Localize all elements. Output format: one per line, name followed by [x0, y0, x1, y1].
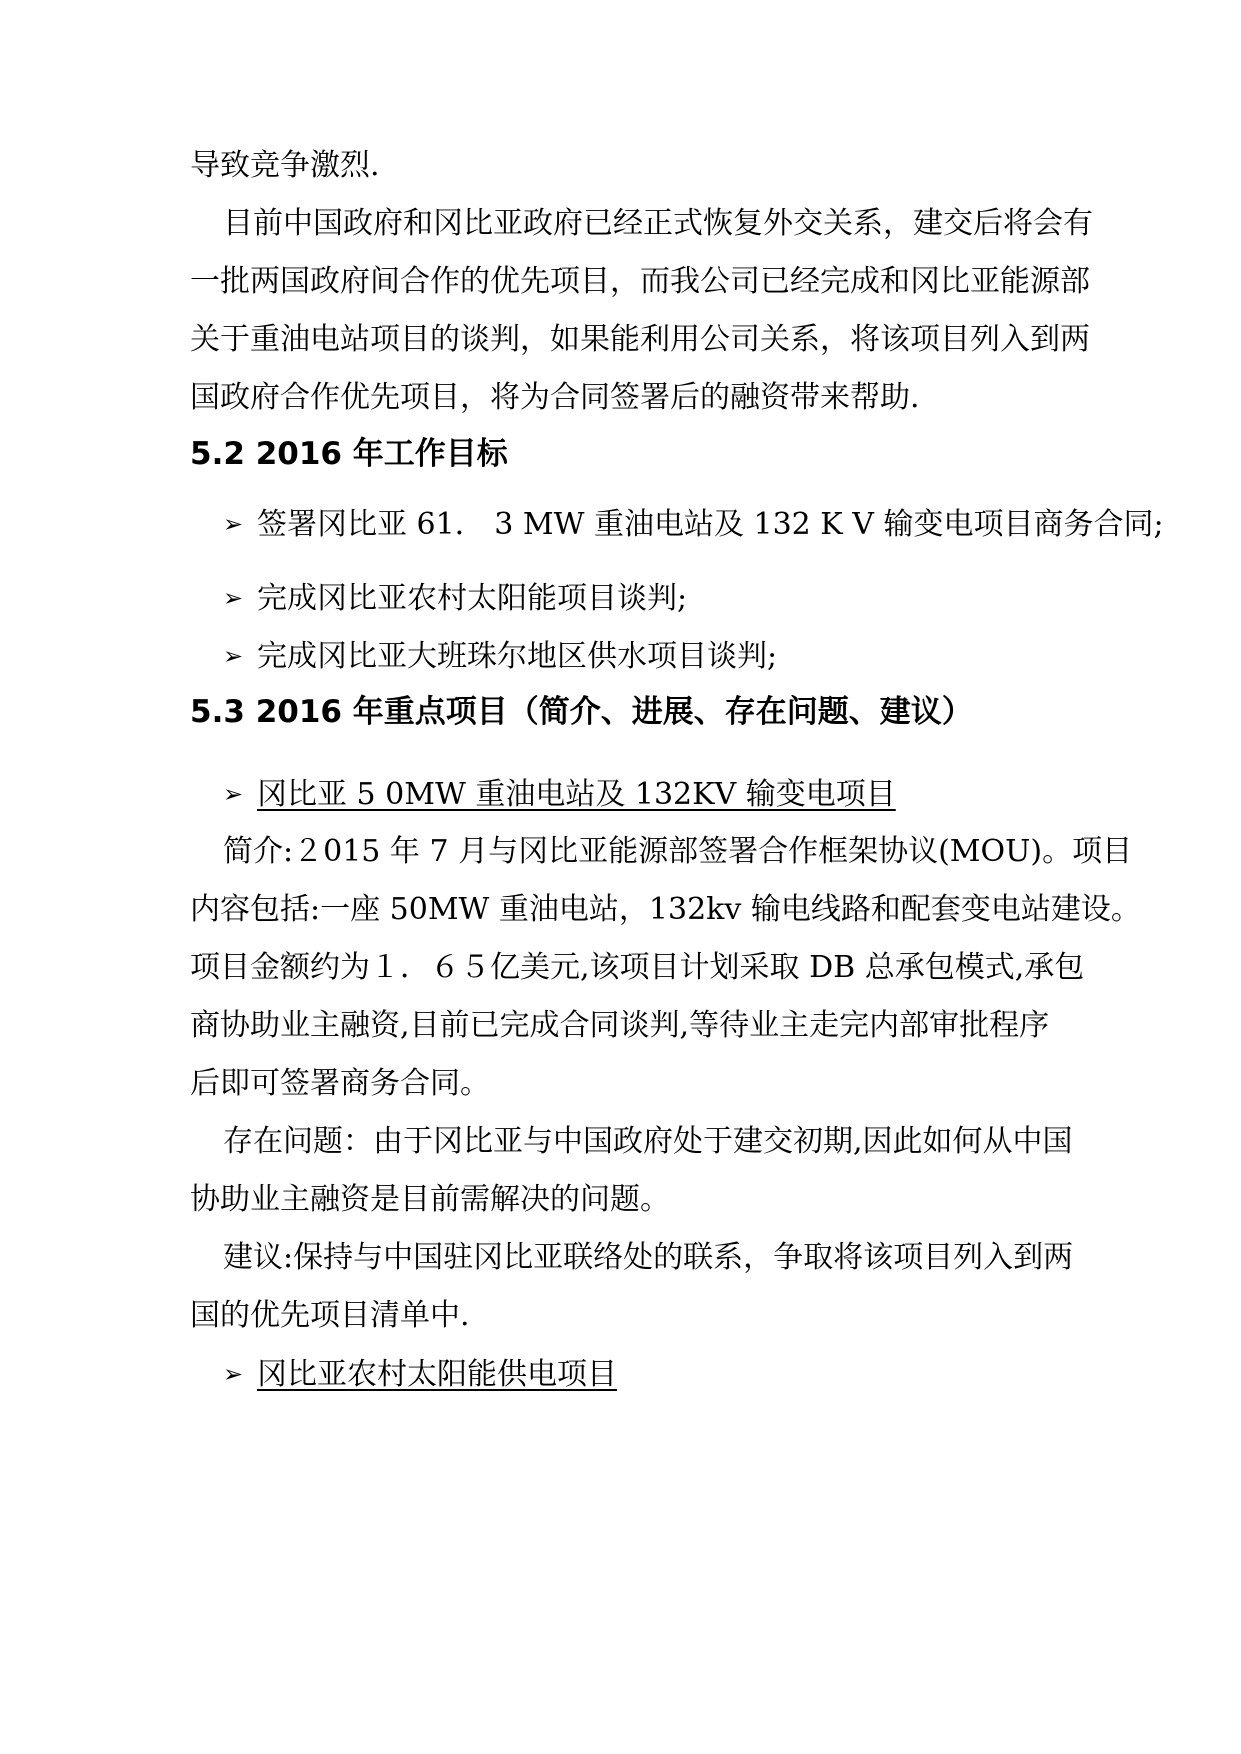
- project-suggestion-line: 国的优先项目清单中.: [190, 1298, 470, 1333]
- arrow-bullet-icon: ➢: [223, 584, 244, 612]
- paragraph-relations-line: 目前中国政府和冈比亚政府已经正式恢复外交关系，建交后将会有: [223, 206, 1093, 241]
- project-intro-line: 简介:２015 年 7 月与冈比亚能源部签署合作框架协议(MOU)。项目: [223, 834, 1133, 869]
- list-item-text: 完成冈比亚大班珠尔地区供水项目谈判;: [257, 639, 778, 674]
- paragraph-relations-line: 关于重油电站项目的谈判，如果能利用公司关系，将该项目列入到两: [190, 322, 1090, 357]
- list-item: [223, 578, 687, 619]
- arrow-bullet-icon: ➢: [223, 1360, 244, 1388]
- section-heading-5-2: 5.2 2016 年工作目标: [190, 436, 508, 472]
- project-title-heavy-oil: 冈比亚 5 0MW 重油电站及 132KV 输变电项目: [257, 777, 896, 812]
- arrow-bullet-icon: ➢: [223, 510, 244, 538]
- project-intro-line: 后即可签署商务合同。: [190, 1066, 490, 1101]
- project-suggestion-line: 建议:保持与中国驻冈比亚联络处的联系，争取将该项目列入到两: [223, 1240, 1074, 1275]
- list-item-text: 完成冈比亚农村太阳能项目谈判;: [257, 581, 688, 616]
- project-title-row: [223, 774, 896, 815]
- project-intro-line: 商协助业主融资,目前已完成合同谈判,等待业主走完内部审批程序: [190, 1008, 1050, 1043]
- list-item: [223, 636, 777, 677]
- list-item: [223, 504, 1164, 545]
- project-title-solar: 冈比亚农村太阳能供电项目: [257, 1357, 617, 1392]
- list-item-text: 签署冈比亚 61． 3 MW 重油电站及 132 K V 输变电项目商务合同;: [257, 507, 1164, 542]
- project-problem-line: 存在问题：由于冈比亚与中国政府处于建交初期,因此如何从中国: [223, 1124, 1073, 1159]
- project-title-row: [223, 1354, 617, 1395]
- section-heading-5-3: 5.3 2016 年重点项目（简介、进展、存在问题、建议）: [190, 694, 973, 730]
- paragraph-relations-line: 一批两国政府间合作的优先项目，而我公司已经完成和冈比亚能源部: [190, 264, 1090, 299]
- arrow-bullet-icon: ➢: [223, 780, 244, 808]
- project-intro-line: 内容包括:一座 50MW 重油电站，132kv 输电线路和配套变电站建设。: [190, 892, 1141, 927]
- arrow-bullet-icon: ➢: [223, 642, 244, 670]
- project-problem-line: 协助业主融资是目前需解决的问题。: [190, 1182, 670, 1217]
- project-intro-line: 项目金额约为１．６５亿美元,该项目计划采取 DB 总承包模式,承包: [190, 950, 1085, 985]
- paragraph-relations-line: 国政府合作优先项目，将为合同签署后的融资带来帮助.: [190, 380, 920, 415]
- paragraph-intro-tail: 导致竞争激烈.: [190, 148, 380, 183]
